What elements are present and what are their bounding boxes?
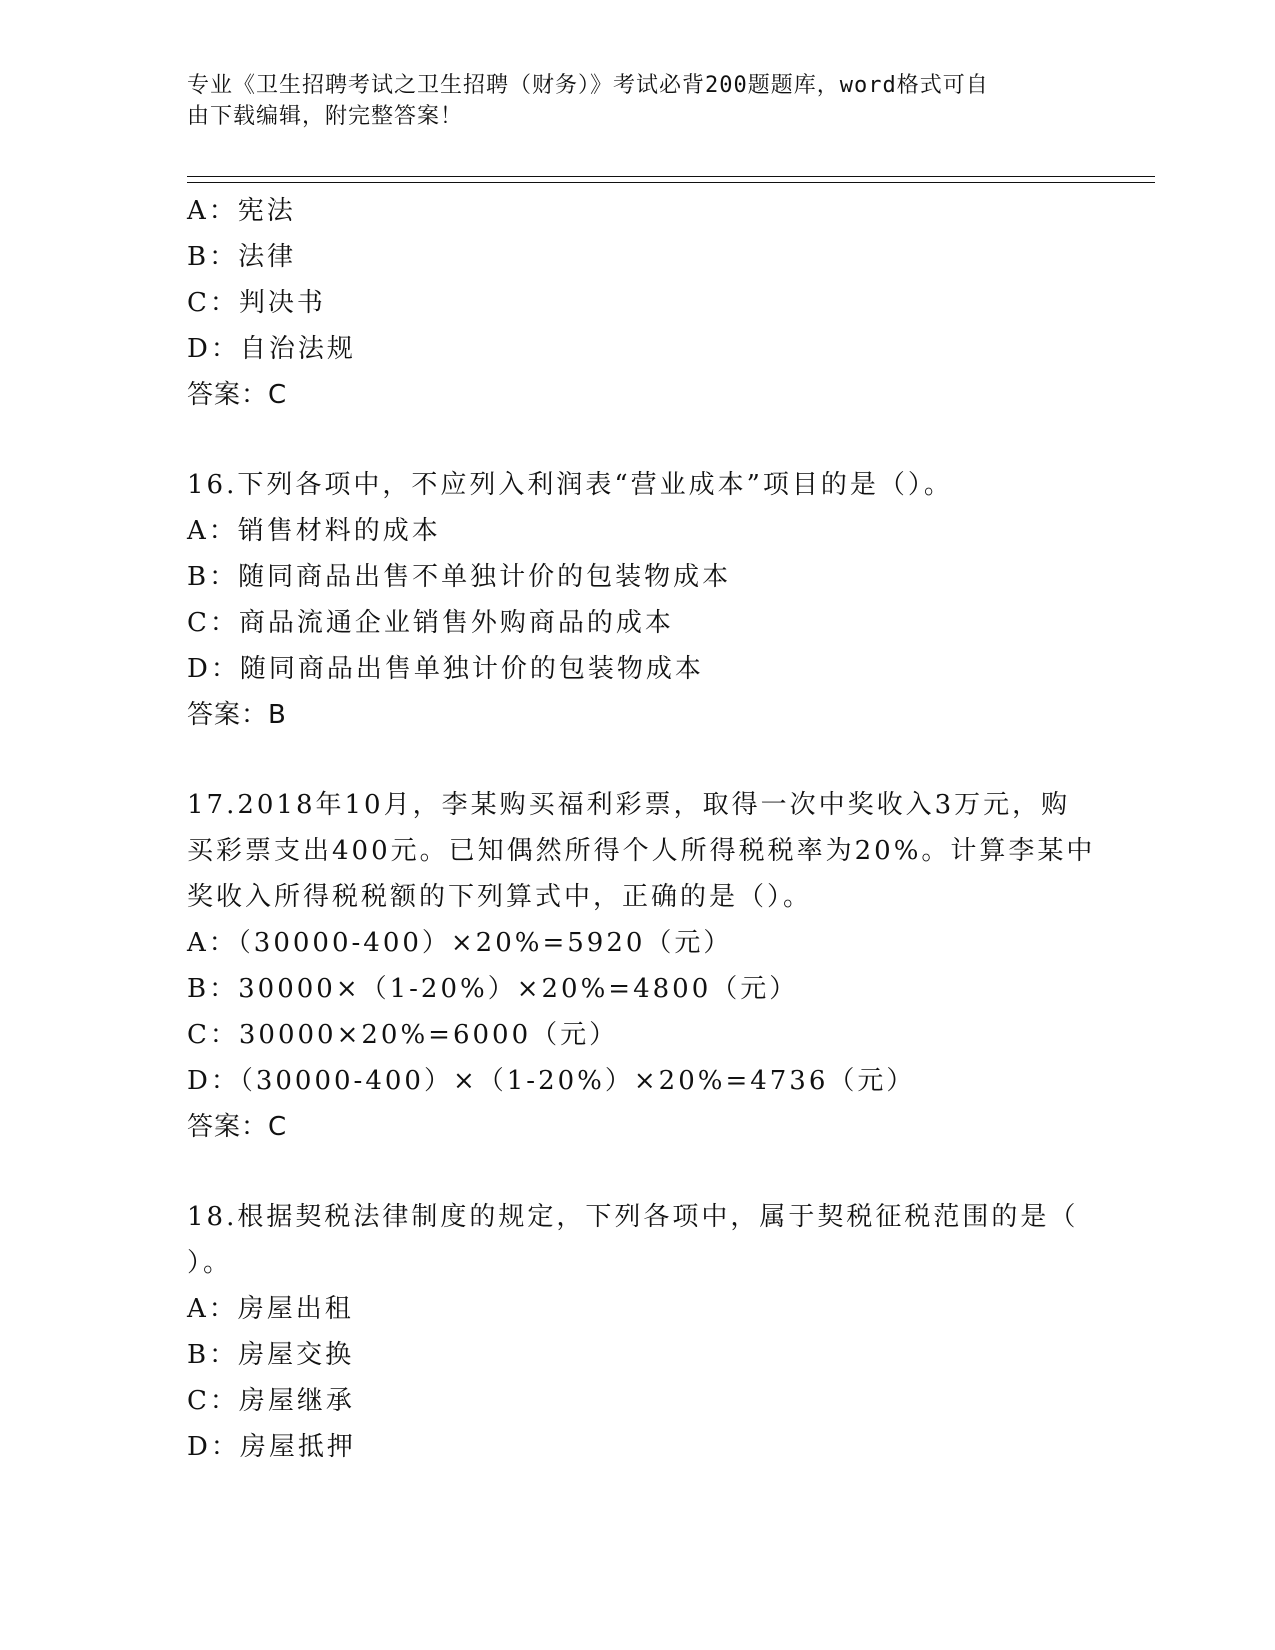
question-15-block [187,188,1087,418]
question-stem [187,1194,1087,1286]
option-b: B：随同商品出售不单独计价的包装物成本 [187,562,732,592]
document-body [187,188,1096,1470]
answer: 答案：C [187,380,288,410]
option-a: A：房屋出租 [187,1294,354,1324]
header-line-1: 专业《卫生招聘考试之卫生招聘（财务）》考试必背200题题库，word格式可自 [187,73,989,98]
stem-line: 18.根据契税法律制度的规定，下列各项中，属于契税征税范围的是（ [187,1202,1079,1232]
header-divider-bottom [187,182,1155,183]
question-stem [187,782,1096,920]
answer: 答案：B [187,700,287,730]
option-d: D：房屋抵押 [187,1432,356,1462]
question-18-block [187,1194,1087,1470]
question-16-block [187,462,1087,738]
stem-line: 16.下列各项中，不应列入利润表“营业成本”项目的是（）。 [187,470,953,500]
option-a: A：宪法 [187,196,296,226]
option-c: C：判决书 [187,288,326,318]
question-stem [187,462,1087,508]
header-line-2: 由下载编辑，附完整答案！ [187,104,464,129]
option-a: A：销售材料的成本 [187,516,441,546]
spacer [187,418,1087,462]
header-divider-top [187,176,1155,177]
answer: 答案：C [187,1112,288,1142]
stem-line: 买彩票支出400元。已知偶然所得个人所得税税率为20%。计算李某中 [187,836,1096,866]
spacer [187,738,1087,782]
option-d: D：自治法规 [187,334,356,364]
option-c: C：房屋继承 [187,1386,355,1416]
option-c: C：30000×20%=6000（元） [187,1020,619,1050]
question-17-block [187,782,1096,1150]
option-c: C：商品流通企业销售外购商品的成本 [187,608,674,638]
option-b: B：法律 [187,242,297,272]
option-d: D：随同商品出售单独计价的包装物成本 [187,654,704,684]
option-d: D：（30000-400）×（1-20%）×20%=4736（元） [187,1066,916,1096]
spacer [187,1150,1087,1194]
stem-line: ）。 [187,1248,233,1278]
document-header [187,70,1067,132]
option-b: B：房屋交换 [187,1340,355,1370]
stem-line: 17.2018年10月，李某购买福利彩票，取得一次中奖收入3万元，购 [187,790,1071,820]
stem-line: 奖收入所得税税额的下列算式中，正确的是（）。 [187,882,813,912]
option-a: A：（30000-400）×20%=5920（元） [187,928,733,958]
option-b: B：30000×（1-20%）×20%=4800（元） [187,974,799,1004]
